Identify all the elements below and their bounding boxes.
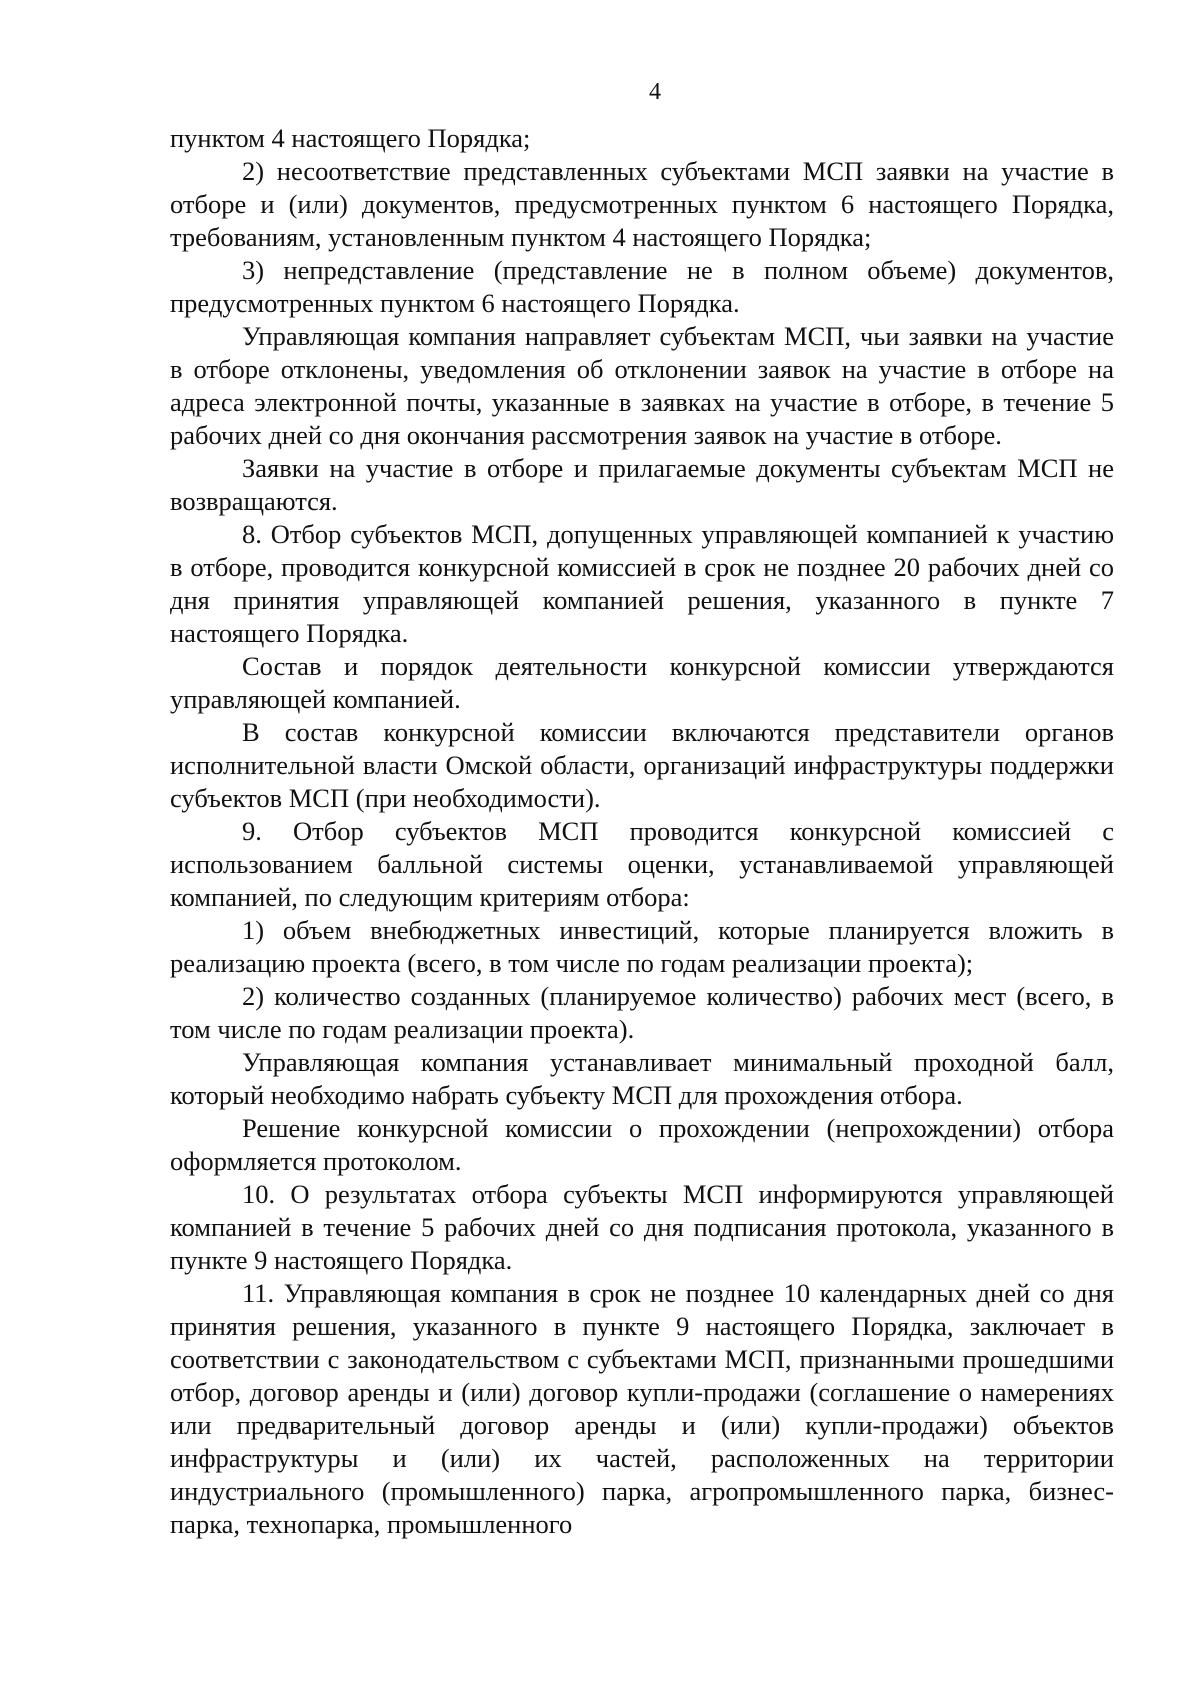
paragraph-decision-protocol: Решение конкурсной комиссии о прохождении (непрохождении) отбора оформляется протоколом. [170, 1113, 1114, 1176]
paragraph-item-2: 2) несоответствие представленных субъектами МСП заявки на участие в отборе и (или) документов, предусмотренных пунктом 6 настоящего Порядка, требованиям, установленным пунктом 4 настоящего Порядка; [170, 156, 1114, 252]
paragraph-minimum-score: Управляющая компания устанавливает минимальный проходной балл, который необходимо набрать субъекту МСП для прохождения отбора. [170, 1047, 1114, 1110]
page-number: 4 [649, 79, 661, 105]
paragraph-clause-9: 9. Отбор субъектов МСП проводится конкурсной комиссией с использованием балльной системы оценки, устанавливаемой управляющей компанией, по следующим критериям отбора: [170, 816, 1114, 912]
document-body [170, 122, 1114, 1541]
paragraph-clause-11: 11. Управляющая компания в срок не позднее 10 календарных дней со дня принятия решения, указанного в пункте 9 настоящего Порядка, заключает в соответствии с законодательством с субъектами МСП, признанными прошедшими отбор, договор аренды и (или) договор купли-продажи (соглашение о намерениях или предварительный договор аренды и (или) купли-продажи) объектов инфраструктуры и (или) их частей, расположенных на территории индустриального (промышленного) парка, агропромышленного парка, бизнес-парка, технопарка, промышленного [170, 1278, 1114, 1539]
paragraph-documents-not-returned: Заявки на участие в отборе и прилагаемые документы субъектам МСП не возвращаются. [170, 453, 1114, 516]
paragraph-criterion-1: 1) объем внебюджетных инвестиций, которые планируется вложить в реализацию проекта (всего, в том числе по годам реализации проекта); [170, 915, 1114, 978]
paragraph-item-3: 3) непредставление (представление не в полном объеме) документов, предусмотренных пунктом 6 настоящего Порядка. [170, 255, 1114, 318]
paragraph-continuation: пунктом 4 настоящего Порядка; [170, 123, 531, 153]
paragraph-rejection-notice: Управляющая компания направляет субъектам МСП, чьи заявки на участие в отборе отклонены, уведомления об отклонении заявок на участие в отборе на адреса электронной почты, указанные в заявках на участие в отборе, в течение 5 рабочих дней со дня окончания рассмотрения заявок на участие в отборе. [170, 321, 1114, 450]
paragraph-clause-8: 8. Отбор субъектов МСП, допущенных управляющей компанией к участию в отборе, проводится конкурсной комиссией в срок не позднее 20 рабочих дней со дня принятия управляющей компанией решения, указанного в пункте 7 настоящего Порядка. [170, 519, 1114, 648]
paragraph-clause-10: 10. О результатах отбора субъекты МСП информируются управляющей компанией в течение 5 рабочих дней со дня подписания протокола, указанного в пункте 9 настоящего Порядка. [170, 1179, 1114, 1275]
paragraph-criterion-2: 2) количество созданных (планируемое количество) рабочих мест (всего, в том числе по годам реализации проекта). [170, 981, 1114, 1044]
paragraph-commission-members: В состав конкурсной комиссии включаются представители органов исполнительной власти Омской области, организаций инфраструктуры поддержки субъектов МСП (при необходимости). [170, 717, 1114, 813]
paragraph-commission-composition: Состав и порядок деятельности конкурсной комиссии утверждаются управляющей компанией. [170, 651, 1114, 714]
